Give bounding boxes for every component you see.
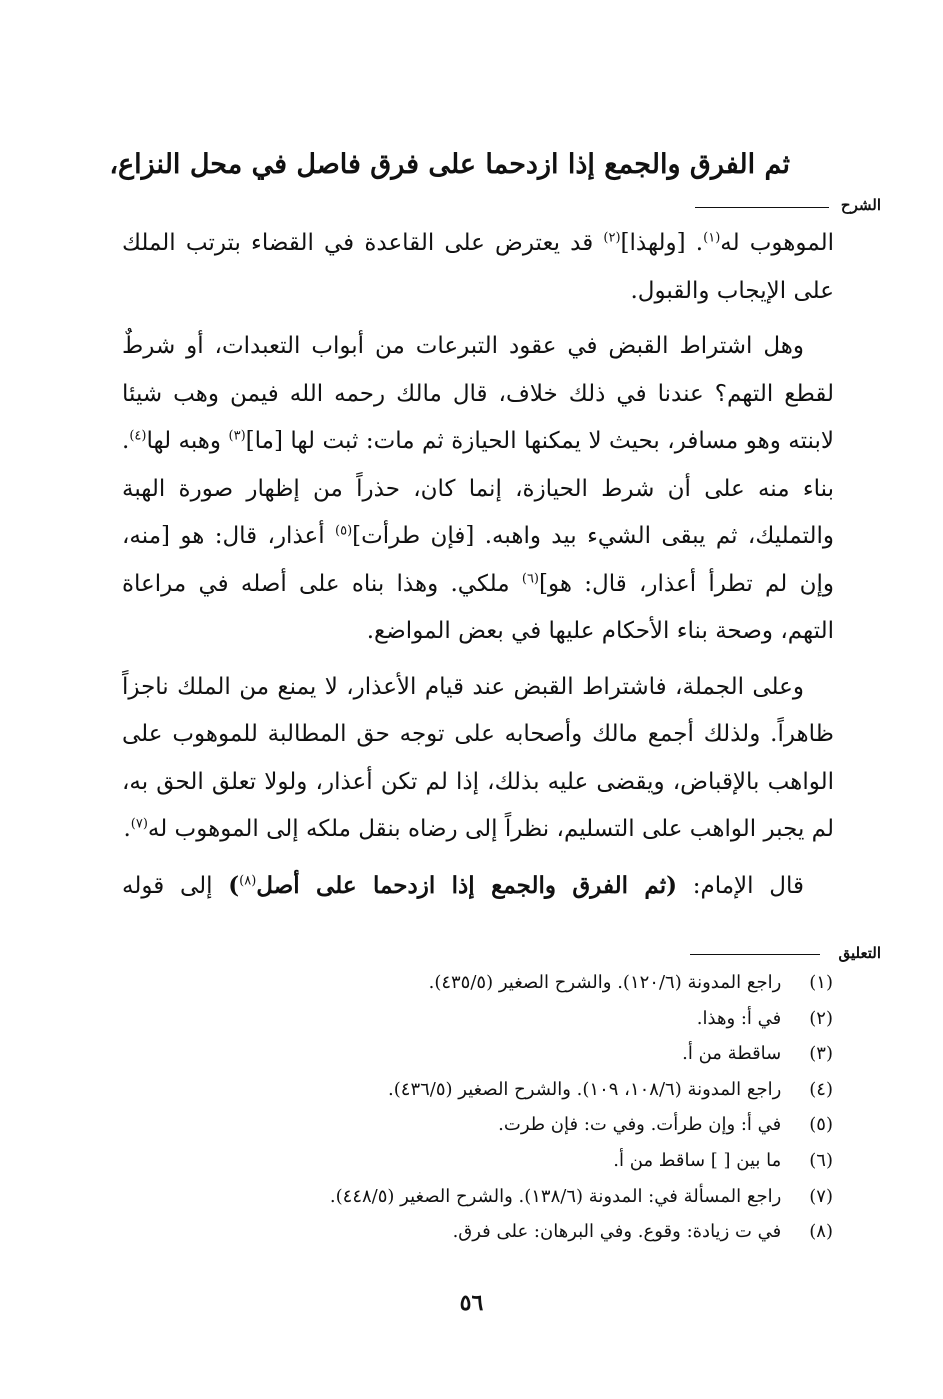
- footnote-text: راجع المدونة (١٠٨/٦، ١٠٩). والشرح الصغير (٤٣٦/٥).: [388, 1078, 782, 1100]
- text-run: . بناء منه على أن شرط الحيازة، إنما كان، حذراً من إظهار صورة الهبة والتمليك، ثم يبقى الشيء بيد واهبه. [فإن طرأت]: [122, 428, 834, 549]
- text-run: قد يعترض على القاعدة في القضاء بترتب الملك على الإيجاب والقبول.: [122, 230, 834, 304]
- footnote-number: (٣): [809, 1043, 833, 1065]
- footnote-number: (٨): [809, 1221, 833, 1243]
- footnote-number: (٥): [809, 1114, 833, 1136]
- footnote-marker: (٤): [129, 428, 147, 444]
- text-run: وهل اشتراط القبض في عقود التبرعات من أبواب التعبدات، أو شرطٌ لقطع التهم؟ عندنا في ذلك خلاف، قال مالك رحمه الله فيمن وهب شيئا لابنته وهو مسافر، بحيث لا يمكنها الحيازة ثم مات: ثبت لها [ما]: [122, 333, 835, 454]
- text-run: . [ولهذا]: [620, 230, 704, 256]
- paragraph: [122, 862, 834, 911]
- text-run: أعذار، قال: هو [منه، وإن لم تطرأ أعذار، قال: هو]: [122, 523, 834, 597]
- footnote: [213, 1143, 833, 1179]
- footnote-text: في ت زيادة: وقوع. وفي البرهان: على فرق.: [452, 1221, 782, 1243]
- footnote-text: ما بين [ ] ساقط من أ.: [613, 1149, 782, 1171]
- paragraph: [122, 220, 834, 315]
- text-run: ملكي. وهذا بناه على أصله في مراعاة التهم، وصحة بناء الأحكام عليها في بعض المواضع.: [122, 570, 834, 644]
- quoted-text: (ثم الفرق والجمع إذا ازدحما على أصل: [256, 871, 677, 899]
- footnote-text: راجع المدونة (١٢٠/٦). والشرح الصغير (٤٣٥/٥).: [428, 972, 782, 993]
- footnote: [213, 1072, 833, 1108]
- footnote-text: في أ: وهذا.: [696, 1007, 782, 1029]
- text-run: وهبه لها: [146, 428, 229, 454]
- footnote-number: (١): [809, 972, 833, 993]
- footnote: [213, 1214, 833, 1250]
- footnote-marker: (٢): [603, 230, 621, 246]
- footnote: [213, 1179, 833, 1215]
- footnotes: [213, 965, 833, 1250]
- sharh-divider: [695, 207, 829, 208]
- footnote-number: (٧): [809, 1185, 833, 1207]
- footnote: [213, 965, 833, 1001]
- commentary-text: [122, 220, 834, 910]
- footnote-marker: (٧): [130, 816, 148, 832]
- taliq-label: التعليق: [838, 944, 881, 962]
- footnote-number: (٢): [809, 1007, 833, 1029]
- footnote: [213, 1107, 833, 1143]
- footnote-text: راجع المسألة في: المدونة (١٣٨/٦). والشرح الصغير (٤٤٨/٥).: [329, 1185, 782, 1207]
- footnote-marker: (١): [703, 230, 721, 246]
- footnote-text: ساقطة من أ.: [682, 1043, 782, 1065]
- footnote-number: (٤): [809, 1078, 833, 1100]
- text-run: وعلى الجملة، فاشتراط القبض عند قيام الأعذار، لا يمنع من الملك ناجزاً ظاهراً. ولذلك أجمع مالك وأصحابه على توجه حق المطالبة للموهوب على الواهب بالإقباض، ويقضى عليه بذلك، إذا لم تكن أعذار، ولولا تعلق الحق به، لم يجبر الواهب على التسليم، نظراً إلى رضاه بنقل ملكه إلى الموهوب له: [122, 673, 834, 842]
- paragraph: [122, 664, 834, 854]
- footnote: [213, 1036, 833, 1072]
- footnote-marker: (٣): [228, 428, 246, 444]
- text-run: إلى قوله: [122, 872, 229, 899]
- matn-heading: ثم الفرق والجمع إذا ازدحما على فرق فاصل في محل النزاع،: [109, 149, 790, 180]
- taliq-divider: [690, 954, 820, 955]
- footnote-marker: (٥): [335, 523, 353, 539]
- quoted-text: ): [228, 871, 240, 899]
- text-run: قال الإمام:: [677, 872, 804, 899]
- footnote-marker: (٨): [239, 872, 257, 888]
- footnote-number: (٦): [809, 1149, 833, 1171]
- text-run: الموهوب له: [720, 230, 835, 256]
- sharh-label: الشرح: [840, 196, 881, 214]
- text-run: .: [123, 816, 131, 842]
- footnote-text: في أ: وإن طرأت. وفي ت: فإن طرت.: [498, 1114, 782, 1136]
- footnote: [213, 1001, 833, 1037]
- footnote-marker: (٦): [521, 570, 539, 586]
- paragraph: [122, 323, 834, 656]
- page-number: ٥٦: [459, 1290, 484, 1316]
